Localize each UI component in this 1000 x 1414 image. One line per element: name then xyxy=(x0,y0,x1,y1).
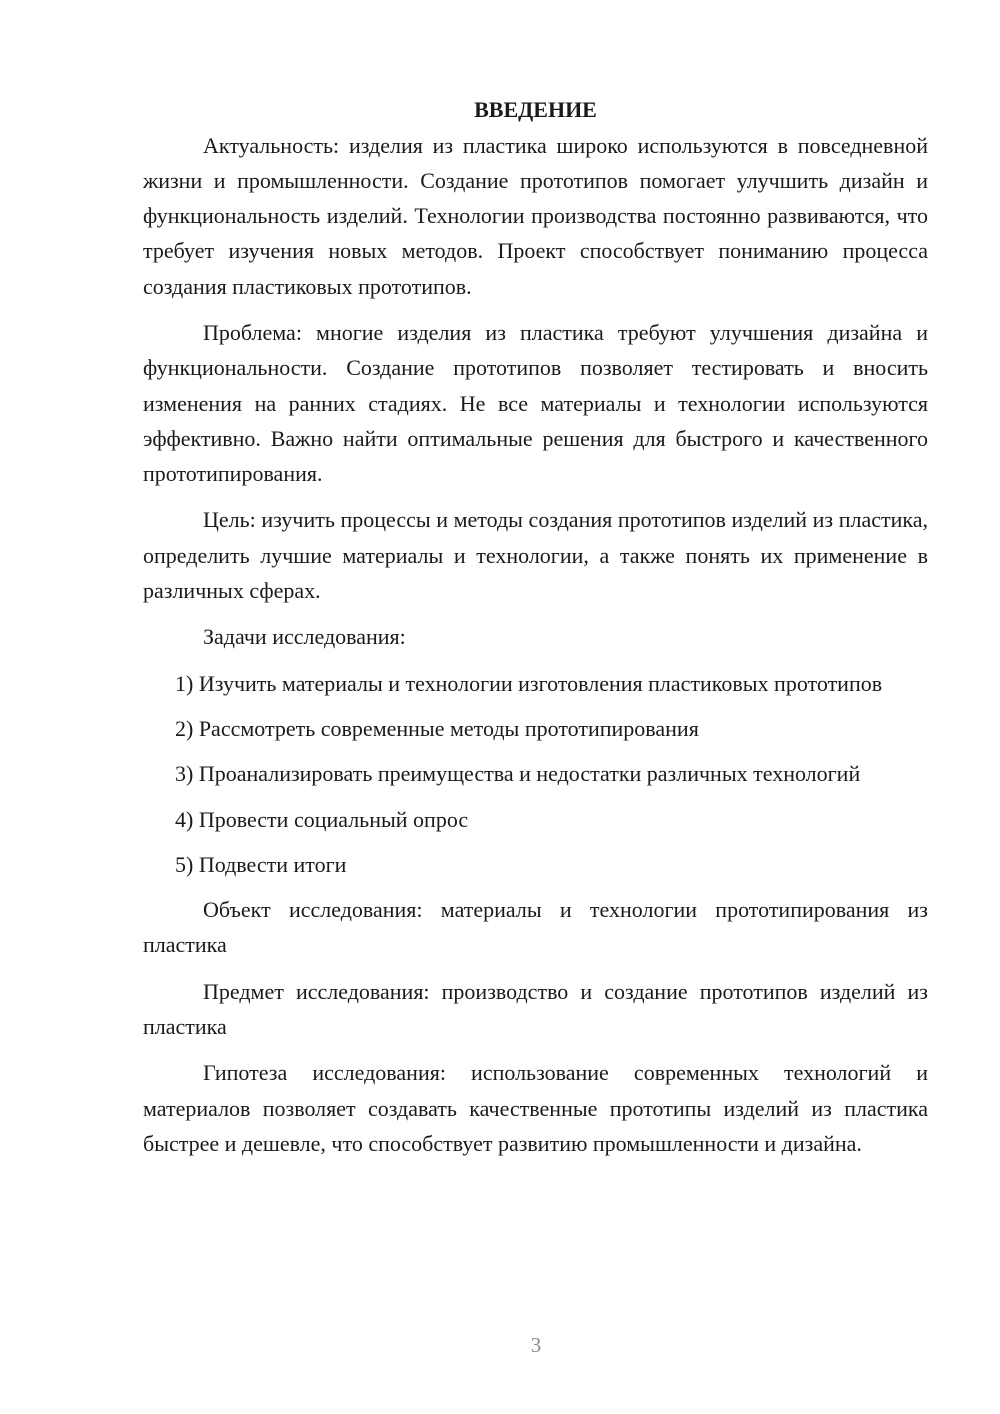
list-item: 1) Изучить материалы и технологии изготовления пластиковых прототипов xyxy=(175,670,883,696)
tasks-heading: Задачи исследования: xyxy=(203,624,406,650)
list-item: 2) Рассмотреть современные методы прототипирования xyxy=(175,715,699,741)
object-paragraph: Объект исследования: материалы и технологии прототипирования из пластика xyxy=(143,897,928,958)
page-number: 3 xyxy=(530,1333,542,1357)
list-item: 5) Подвести итоги xyxy=(175,851,347,877)
page-title: ВВЕДЕНИЕ xyxy=(474,97,597,122)
relevance-paragraph: Актуальность: изделия из пластика широко используются в повседневной жизни и промышленности. Создание прототипов помогает улучшить дизайн и функциональность изделий. Технологии производства постоянно развиваются, что требует изучения новых методов. Проект способствует пониманию процесса создания пластиковых прототипов. xyxy=(143,132,928,299)
list-item: 3) Проанализировать преимущества и недостатки различных технологий xyxy=(175,761,861,787)
document-page xyxy=(143,92,928,1172)
list-item: 4) Провести социальный опрос xyxy=(175,806,469,832)
goal-paragraph: Цель: изучить процессы и методы создания прототипов изделий из пластика, определить лучшие материалы и технологии, а также понять их применение в различных сферах. xyxy=(143,507,928,604)
problem-paragraph: Проблема: многие изделия из пластика требуют улучшения дизайна и функциональности. Создание прототипов позволяет тестировать и вносить изменения на ранних стадиях. Не все материалы и технологии используются эффективно. Важно найти оптимальные решения для быстрого и качественного прототипирования. xyxy=(143,319,928,487)
hypothesis-paragraph: Гипотеза исследования: использование современных технологий и материалов позволяет создавать качественные прототипы изделий из пластика быстрее и дешевле, что способствует развитию промышленности и дизайна. xyxy=(143,1060,928,1156)
subject-paragraph: Предмет исследования: производство и создание прототипов изделий из пластика xyxy=(143,978,928,1040)
